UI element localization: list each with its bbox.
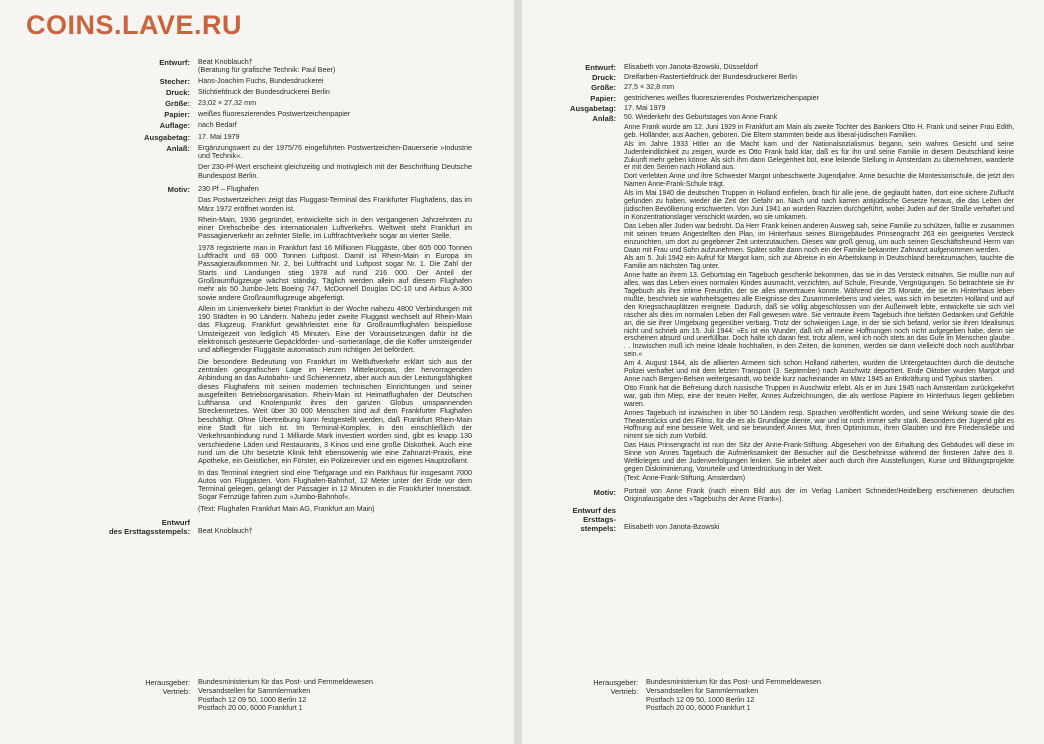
motiv-row bbox=[80, 185, 472, 516]
r-groesse-row bbox=[544, 83, 1014, 92]
ausgabetag-row bbox=[80, 133, 472, 142]
motiv-paragraph: Rhein-Main, 1936 gegründet, entwickelte sich in den vergangenen Jahrzehnten zu einer Drehscheibe des internationalen Luftverkehrs. Weltweit steht Frankfurt im Passagierverkehr an zehnter Stelle, im Luftfrachtverkehr sogar an vierter Stelle. bbox=[198, 214, 472, 241]
auflage-row bbox=[80, 121, 472, 130]
r-papier-label: Papier: bbox=[590, 93, 616, 103]
vertrieb-label: Vertrieb: bbox=[162, 687, 190, 697]
druck-label: Druck: bbox=[165, 87, 190, 97]
anlass-label: Anlaß: bbox=[166, 143, 190, 153]
anlass-paragraph: Der 230-Pf-Wert erscheint gleichzeitig und motivgleich mit der Beschriftung Deutsche Bundespost Berlin. bbox=[198, 162, 472, 180]
r-anlass-paragraph: Das Leben aller Juden war bedroht. Da Herr Frank keinen anderen Ausweg sah, seine Familie zu schützen, faßte er zusammen mit seinen treuen Angestellten den Plan, im Hinterhaus seines Bürogebäudes Prinsengracht 263 ein geeignetes Versteck einzurichten, um dort zu gegebener Zeit unterzutauchen. Dieses war groß genug, um auch seinen Geschäftsfreund Herrn van Daan mit Frau und Sohn aufzunehmen. Später sollte dann noch ein der Familie bekannter Zahnarzt aufgenommen werden. bbox=[624, 222, 1014, 254]
r-ausgabetag-value: 17. Mai 1979 bbox=[624, 102, 666, 112]
groesse-row bbox=[80, 99, 472, 108]
r-groesse-value: 27,5 × 32,8 mm bbox=[624, 82, 675, 92]
right-page bbox=[522, 0, 1044, 744]
motiv-label: Motiv: bbox=[167, 185, 190, 194]
r-anlass-paragraph: Anne Frank wurde am 12. Juni 1929 in Frankfurt am Main als zweite Tochter des Bankiers Otto H. Frank und seiner Frau Edith, geb. Holländer, aus Aachen, geboren. Die Eltern stammten beide aus liberal-jüdischen Familien. bbox=[624, 123, 1014, 139]
r-ersttag-label-line2: Ersttags- bbox=[583, 514, 616, 524]
right-details bbox=[544, 63, 1014, 535]
r-anlass-paragraph: Das Haus Prinsengracht ist nun der Sitz der Anne-Frank-Stiftung. Abgesehen von der Erhaltung des Gebäudes will diese im Sinne von Annes Tagebuch die Aufmerksamkeit der Besucher auf die Geschehnisse während der finsteren Jahre des II. Weltkrieges und der Judenverfolgungen lenken. Sie arbeitet aber auch durch ihre Ausstellungen, Kurse und Bildungsprojekte gegen Diskriminierung, Vorurteile und Unterdrückung in der Welt. bbox=[624, 442, 1014, 473]
r-anlass-paragraph: Als am 5. Juli 1942 ein Aufruf für Margot kam, sich zur Abreise in ein Arbeitskamp in Deutschland bereitzumachen, tauchte die Familie am nächsten Tag unter. bbox=[624, 255, 1014, 271]
ersttag-value: Beat Knoblauch† bbox=[198, 525, 253, 535]
ersttag-label-line2: des Ersttagsstempels: bbox=[108, 527, 190, 537]
vertrieb-line: Versandstellen für Sammlermarken bbox=[198, 686, 311, 696]
groesse-label: Größe: bbox=[165, 99, 190, 108]
stecher-value: Hans-Joachim Fuchs, Bundesdruckerei bbox=[198, 75, 324, 85]
anlass-paragraph: Ergänzungswert zu der 1975/76 eingeführten Postwertzeichen-Dauerserie »Industrie und Technik«. bbox=[198, 142, 472, 161]
r-entwurf-value: Elisabeth von Janota-Bzowski, Düsseldorf bbox=[624, 62, 758, 71]
ersttag-row bbox=[80, 518, 472, 536]
anlass-row bbox=[80, 144, 472, 183]
groesse-value: 23,02 × 27,32 mm bbox=[198, 98, 257, 107]
r-vertrieb-label: Vertrieb: bbox=[610, 687, 638, 697]
r-ersttag-value: Elisabeth von Janota-Bzowski bbox=[624, 521, 720, 531]
papier-label: Papier: bbox=[164, 110, 190, 120]
stecher-row bbox=[80, 77, 472, 86]
r-druck-label: Druck: bbox=[591, 73, 616, 83]
watermark: COINS.LAVE.RU bbox=[26, 10, 243, 40]
motiv-paragraph: In das Terminal integriert sind eine Tiefgarage und ein Parkhaus für insgesamt 7000 Autos von Fluggästen. Vom Flughafen-Bahnhof, 12 Meter unter der Erde vor dem Terminal gelegen, gelangt der Passagier in 12 Minuten in die Frankfurter Innenstadt. Sogar Fernzüge fahren zum »Jumbo-Bahnhof«. bbox=[198, 467, 472, 502]
r-motiv-value: Portrait von Anne Frank (nach einem Bild aus der im Verlag Lambert Schneider/Heidelberg erschienenen deutschen Originalausgabe des »Tagebuchs der Anne Frank«). bbox=[624, 487, 1014, 503]
r-anlass-paragraph: Otto Frank hat die Befreiung durch russische Truppen in Auschwitz erlebt. Als er im Juni 1945 nach Amsterdam zurückgekehrt war, gab ihm Miep, eine der treuen Helfer, Annes Aufzeichnungen, die als wertlose Papiere im Hinterhaus liegen geblieben waren. bbox=[624, 384, 1014, 408]
entwurf-note: (Beratung für grafische Technik: Paul Beer) bbox=[198, 65, 336, 75]
r-motiv-row bbox=[544, 488, 1014, 504]
motiv-paragraph: Das Postwertzeichen zeigt das Fluggast-Terminal des Frankfurter Flughafens, das im März 1972 eröffnet worden ist. bbox=[198, 195, 472, 213]
ersttag-label: Entwurf bbox=[161, 517, 190, 527]
left-details bbox=[80, 58, 472, 538]
r-ersttag-label: Entwurf des bbox=[572, 505, 616, 515]
papier-row bbox=[80, 110, 472, 119]
r-anlass-paragraph: Dort verlebten Anne und ihre Schwester Margot unbeschwerte Jugendjahre. Anne besuchte die Montessorischule, die jetzt den Namen Anne-Frank-Schule trägt. bbox=[624, 173, 1014, 189]
druck-value: Stichtiefdruck der Bundesdruckerei Berlin bbox=[198, 86, 330, 96]
r-anlass-paragraph: Anne hatte an ihrem 13. Geburtstag ein Tagebuch geschenkt bekommen, das sie in das Versteck mitnahm. Sie mußte nun auf alles, was das Leben eines normalen Kindes ausmacht, verzichten, auf Schule, Freunde, Vergnügungen. So betrachtete sie ihr Tagebuch als ihre intime Freundin, der sie alles anvertrauen konnte. Während der 25 Monate, die sie im Hinterhaus leben mußte, beschrieb sie wahrheitsgetreu alle Ereignisse des Zusammenlebens und vieles, was sich im besetzten Holland und auf den Kriegsschauplätzen ereignete. Dadurch, daß sie völlig abgeschlossen von der Außenwelt lebte, entwickelte sie sich viel rascher als dies im normalen Leben der Fall gewesen wäre. Sie vertraute ihrem Tagebuch ihre tiefsten Gedanken und Gefühle an, die sie ihrer Umgebung gegenüber verbarg. Trotz der schwierigen Lage, in der sie sich befand, verlor sie ihren Idealismus nicht und schrieb am 15. Juli 1944: »Es ist ein Wunder, daß ich all meine Hoffnungen noch nicht aufgegeben habe, denn sie erscheinen absurd und unerfüllbar. Doch halte ich daran fest, trotz allem, weil ich noch stets an das Gute im Menschen glaube . . . Inzwischen muß ich meine Ideale hochhalten, in den Zeiten, die kommen, werden sie dann vielleicht doch noch ausführbar sein.« bbox=[624, 272, 1014, 359]
r-papier-value: gestrichenes weißes fluoreszierendes Postwertzeichenpapier bbox=[624, 92, 819, 102]
stecher-label: Stecher: bbox=[159, 76, 190, 86]
r-entwurf-row bbox=[544, 63, 1014, 72]
motiv-title: 230 Pf – Flughafen bbox=[198, 184, 259, 193]
r-vertrieb-line: Versandstellen für Sammlermarken bbox=[646, 686, 759, 696]
r-druck-row bbox=[544, 73, 1014, 82]
entwurf-label: Entwurf: bbox=[159, 58, 190, 67]
entwurf-value: Beat Knoblauch† bbox=[198, 57, 253, 66]
r-vertrieb-line: Postfach 12 09 50, 1000 Berlin 12 bbox=[646, 694, 755, 704]
right-footer bbox=[544, 678, 1014, 714]
r-anlass-paragraph: Am 4. August 1944, als die alliierten Armeen sich schon Holland näherten, wurden die Untergetauchten durch die deutsche Polizei verhaftet und mit dem letzten Transport (3. September) nach Auschwitz deportiert. Ende Oktober wurden Margot und Anne nach Bergen-Belsen weitergesandt, wo beide kurz nacheinander im März 1945 an Entkräftung und Typhus starben. bbox=[624, 360, 1014, 384]
r-entwurf-label: Entwurf: bbox=[585, 63, 616, 72]
r-anlass-row bbox=[544, 114, 1014, 486]
motiv-paragraph: Allein im Linienverkehr bietet Frankfurt in der Woche nahezu 4800 Verbindungen mit 190 Städten in 90 Ländern. Nahezu jeder zweite Fluggast wechselt auf Rhein-Main das Flugzeug. Frankfurt gewährleistet eine für Großraumflughäfen beispiellose Umsteigezeit von lediglich 45 Minuten. Eine der Voraussetzungen dafür ist die elektronisch gesteuerte Gepäckförder- und -sortieranlage, die die Koffer umsteigender und abfliegender Fluggäste automatisch zum richtigen Jet befördert. bbox=[198, 303, 472, 355]
r-ausgabetag-label: Ausgabetag: bbox=[570, 103, 616, 113]
r-ausgabetag-row bbox=[544, 104, 1014, 113]
r-vertrieb-line: Postfach 20 00, 6000 Frankfurt 1 bbox=[646, 702, 751, 712]
vertrieb-line: Postfach 20 00, 6000 Frankfurt 1 bbox=[198, 702, 303, 712]
ausgabetag-value: 17. Mai 1979 bbox=[198, 131, 240, 141]
r-anlass-paragraph: Annes Tagebuch ist inzwischen in über 50 Ländern resp. Sprachen veröffentlicht worden, und seine Wirkung sowie die des Theaterstücks und des Films, für die es als Grundlage diente, war und ist noch immer sehr stark. Besonders der Jugend gibt es Hoffnung auf eine bessere Welt, und sie bewundert Annes Mut, ihren Optimismus, ihren Glauben und ihre Friedensliebe und nimmt sie sich zum Vorbild. bbox=[624, 409, 1014, 441]
r-ersttag-label-line3: stempels: bbox=[580, 524, 616, 534]
druck-row bbox=[80, 88, 472, 97]
r-herausgeber-label: Herausgeber: bbox=[593, 678, 638, 687]
herausgeber-label: Herausgeber: bbox=[145, 678, 190, 687]
herausgeber-value: Bundesministerium für das Post- und Fernmeldewesen bbox=[198, 677, 373, 686]
auflage-value: nach Bedarf bbox=[198, 120, 237, 130]
r-druck-value: Dreifarben-Rastertiefdruck der Bundesdruckerei Berlin bbox=[624, 72, 797, 82]
r-anlass-title: 50. Wiederkehr des Geburtstages von Anne Frank bbox=[624, 114, 778, 122]
entwurf-row bbox=[80, 58, 472, 75]
ausgabetag-label: Ausgabetag: bbox=[144, 132, 190, 142]
r-motiv-label: Motiv: bbox=[593, 487, 616, 497]
motiv-paragraph: Die besondere Bedeutung von Frankfurt im Weltluftverkehr erklärt sich aus der zentralen geografischen Lage im Herzen Mitteleuropas, der hervorragenden Anbindung an das Autobahn- und Schienennetz, aber auch aus der Leistungsfähigkeit dieses Flughafens mit seinen modernen technischen Einrichtungen und seiner ausgefeilten Betriebsorganisation. Rhein-Main ist Heimatflughafen der Deutschen Lufthansa und Knotenpunkt ihres den ganzen Globus umspannenden Streckennetzes. Weit über 30 000 Menschen sind auf dem Frankfurter Flughafen beschäftigt. Ohne Übertreibung kann festgestellt werden, daß Frankfurt Rhein-Main eine Stadt für sich ist. Im Terminal-Komplex, in den einschließlich der Verkehrsanbindung rund 1 Milliarde Mark investiert worden sind, gibt es knapp 130 verschiedene Läden und Restaurants, 3 Kinos und eine große Diskothek. Auch eine rund um die Uhr besetzte Klinik fehlt ebensowenig wie eine Zahnarzt-Praxis, eine Apotheke, ein Geistlicher, ein Förster, ein Polizeirevier und ein eigenes Hauptzollamt. bbox=[198, 356, 472, 466]
r-groesse-label: Größe: bbox=[591, 83, 616, 93]
auflage-label: Auflage: bbox=[159, 121, 190, 131]
r-herausgeber-value: Bundesministerium für das Post- und Fernmeldewesen bbox=[646, 677, 821, 686]
vertrieb-line: Postfach 12 09 50, 1000 Berlin 12 bbox=[198, 694, 307, 704]
left-footer bbox=[100, 678, 480, 714]
r-anlass-source: (Text: Anne-Frank-Stiftung, Amsterdam) bbox=[624, 474, 746, 482]
papier-value: weißes fluoreszierendes Postwertzeichenpapier bbox=[198, 109, 351, 119]
r-ersttag-row bbox=[544, 506, 1014, 534]
r-anlass-label: Anlaß: bbox=[592, 114, 616, 124]
r-anlass-paragraph: Als im Jahre 1933 Hitler an die Macht kam und der Nationalsozialismus begann, sein wahres Gesicht und seine Judenfeindlichkeit zu zeigen, wurde es Otto Frank bald klar, daß es für ihn und seine Familie in diesem Deutschland keine Zukunft mehr geben könne. Als sich ihm dann Gelegenheit bot, eine leitende Stellung in Amsterdam zu übernehmen, wanderte er mit den Seinen nach Holland aus. bbox=[624, 140, 1014, 172]
motiv-paragraph: 1978 registrierte man in Frankfurt fast 16 Millionen Fluggäste, über 605 000 Tonnen Luftfracht und 69 000 Tonnen Luftpost. Damit ist Rhein-Main in Europa im Passagieraufkommen Nr. 2, bei Luftfracht und Luftpost sogar Nr. 1. Die Zahl der Starts und Landungen stieg 1978 auf rund 216 000. Der Anteil der Großraumflugzeuge wächst ständig. Täglich werden allein auf diesem Flughafen mehr als 50 Jumbo-Jets Boeing 747, McDonnell Douglas DC-10 und Airbus A-300 sowie andere Großraumflugzeuge abgefertigt. bbox=[198, 242, 472, 302]
left-page bbox=[0, 0, 514, 744]
motiv-source: (Text: Flughafen Frankfurt Main AG, Frankfurt am Main) bbox=[198, 503, 375, 513]
r-anlass-paragraph: Als im Mai 1940 die deutschen Truppen in Holland einfielen, brach für alle jene, die geglaubt hatten, dort eine sichere Zuflucht gefunden zu haben, wieder die Zeit der Gefahr an. Nach und nach kamen antijüdische Gesetze heraus, die das Leben der jüdischen Bevölkerung erschwerten. Von Juni 1941 an wurden Razzien durchgeführt, wobei Juden auf der Straße verhaftet und in Konzentrationslager verschickt wurden, wo sie umkamen. bbox=[624, 190, 1014, 221]
r-papier-row bbox=[544, 94, 1014, 103]
